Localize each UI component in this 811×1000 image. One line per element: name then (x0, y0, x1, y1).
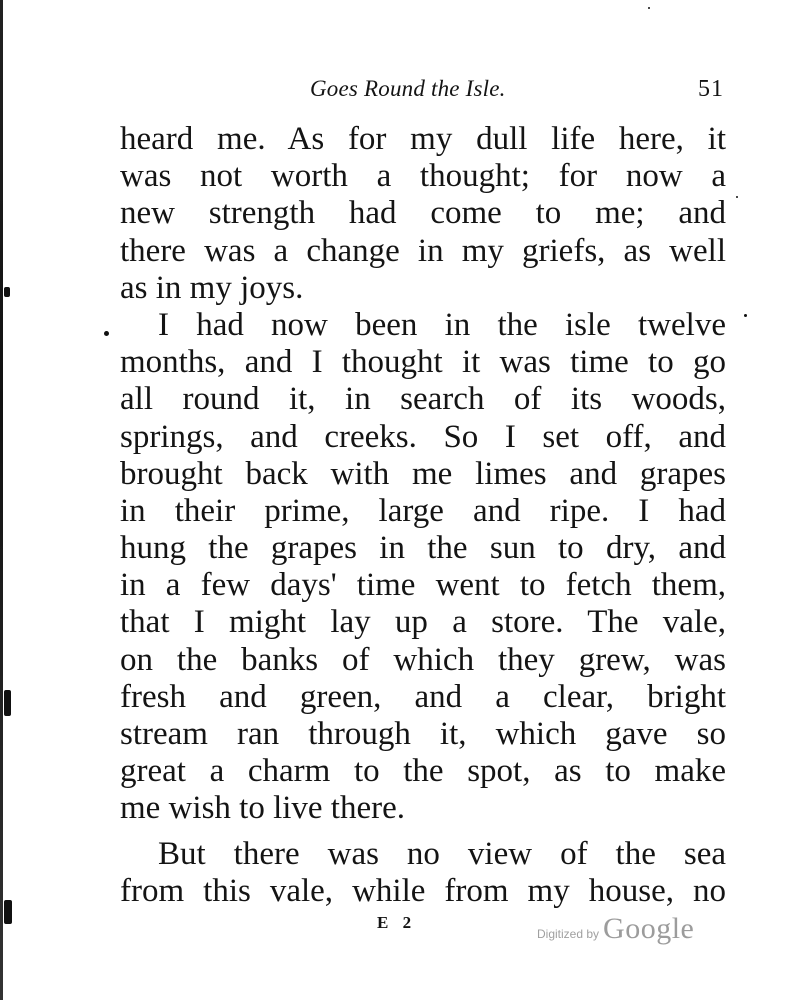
text-line: hung the grapes in the sun to dry, and (120, 530, 726, 567)
page-number: 51 (698, 76, 724, 102)
text-line: I had now been in the isle twelve (158, 306, 726, 343)
text-line: from this vale, while from my house, no (120, 872, 726, 909)
text-line: on the banks of which they grew, was (120, 641, 726, 678)
binding-edge (0, 0, 3, 1000)
text-line: new strength had come to me; and (120, 195, 726, 232)
text-line: months, and I thought it was time to go (120, 344, 726, 381)
running-title: Goes Round the Isle. (310, 76, 506, 101)
google-logo: Google (603, 912, 695, 945)
ink-speck (4, 287, 10, 297)
ink-speck (744, 314, 747, 317)
text-line: was not worth a thought; for now a (120, 158, 726, 195)
text-line: springs, and creeks. So I set off, and (120, 418, 726, 455)
ink-speck (648, 7, 650, 9)
text-line: there was a change in my griefs, as well (120, 232, 726, 269)
text-line: But there was no view of the sea (158, 835, 726, 872)
text-line: in their prime, large and ripe. I had (120, 492, 726, 529)
text-line: in a few days' time went to fetch them, (120, 567, 726, 604)
text-line: brought back with me limes and grapes (120, 455, 726, 492)
running-head (120, 76, 726, 106)
body-text (120, 121, 726, 910)
ink-speck (4, 900, 12, 924)
ink-speck (736, 196, 738, 198)
paragraph-gap (120, 828, 726, 836)
ink-speck (104, 331, 109, 336)
signature-mark: E 2 (377, 913, 417, 932)
text-line: great a charm to the spot, as to make (120, 753, 726, 790)
digitized-watermark (537, 912, 694, 946)
digitized-by-label: Digitized by (537, 927, 600, 941)
text-line: that I might lay up a store. The vale, (120, 604, 726, 641)
text-line: stream ran through it, which gave so (120, 716, 726, 752)
text-line: as in my joys. (120, 269, 304, 306)
text-line: all round it, in search of its woods, (120, 381, 726, 418)
ink-speck (4, 690, 11, 716)
text-line: heard me. As for my dull life here, it (120, 121, 726, 157)
text-line: fresh and green, and a clear, bright (120, 678, 726, 715)
text-line: me wish to live there. (120, 790, 406, 827)
